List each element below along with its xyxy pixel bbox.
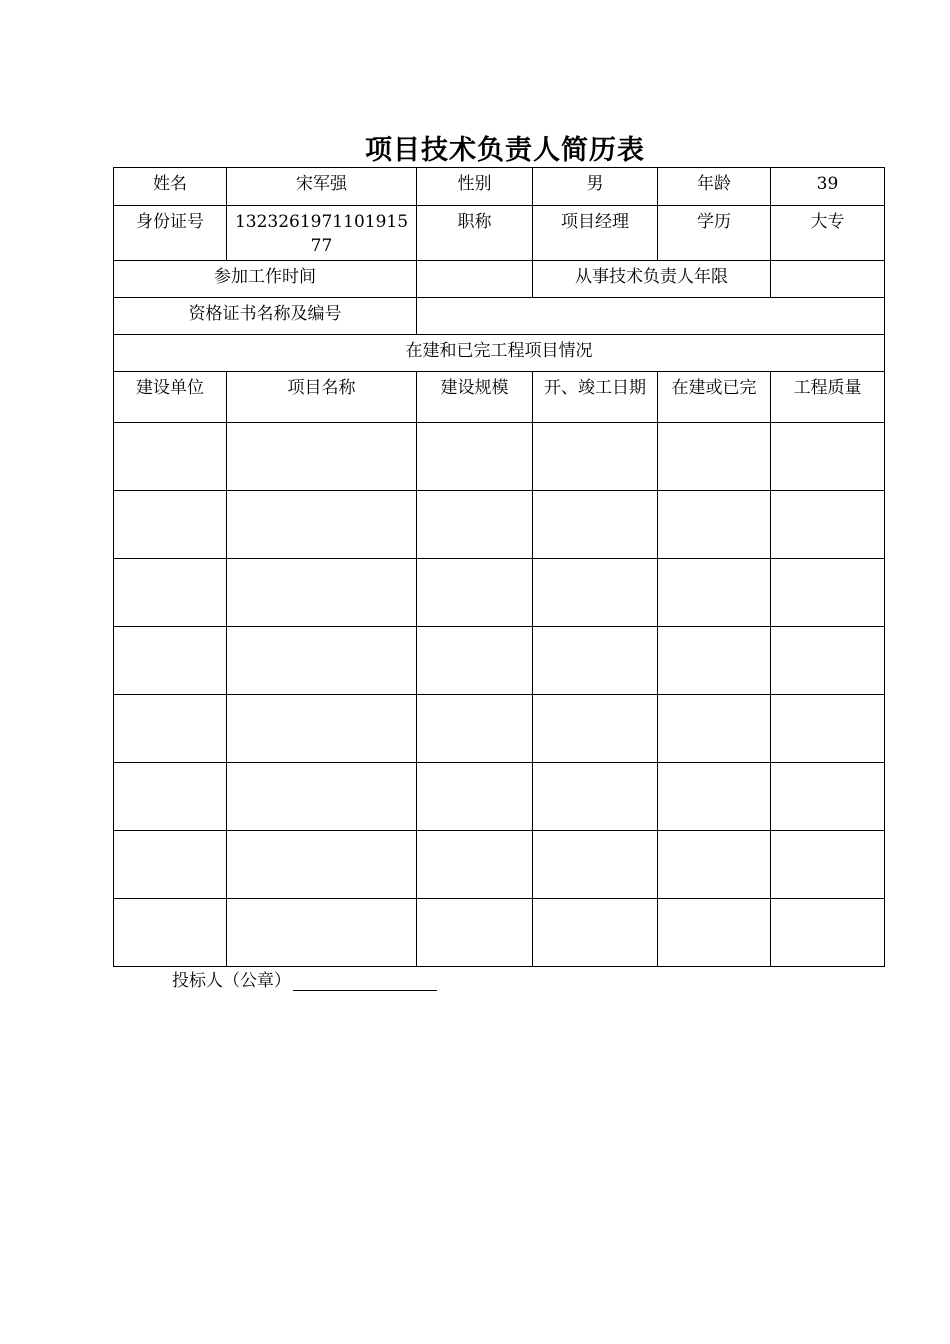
column-header-client: 建设单位 (114, 372, 227, 423)
page-title: 项目技术负责人简历表 (365, 135, 645, 166)
name-label: 姓名 (114, 168, 227, 206)
age-label: 年龄 (658, 168, 771, 206)
column-header-quality: 工程质量 (771, 372, 885, 423)
age-value[interactable]: 39 (771, 168, 885, 206)
project-cell[interactable] (227, 899, 417, 967)
project-cell[interactable] (417, 491, 533, 559)
project-row (114, 491, 885, 559)
project-cell[interactable] (227, 423, 417, 491)
project-cell[interactable] (771, 695, 885, 763)
project-cell[interactable] (114, 695, 227, 763)
project-cell[interactable] (771, 831, 885, 899)
project-cell[interactable] (114, 627, 227, 695)
project-cell[interactable] (658, 423, 771, 491)
certificate-value[interactable] (417, 298, 885, 335)
project-cell[interactable] (658, 695, 771, 763)
project-cell[interactable] (114, 559, 227, 627)
certificate-row (114, 298, 885, 335)
project-row (114, 559, 885, 627)
job-title-label: 职称 (417, 206, 533, 261)
work-info-row (114, 261, 885, 298)
project-cell[interactable] (771, 899, 885, 967)
project-cell[interactable] (227, 559, 417, 627)
project-cell[interactable] (771, 491, 885, 559)
gender-value[interactable]: 男 (533, 168, 658, 206)
project-cell[interactable] (771, 627, 885, 695)
project-cell[interactable] (114, 831, 227, 899)
bidder-stamp-field[interactable] (293, 970, 437, 991)
project-cell[interactable] (227, 763, 417, 831)
project-cell[interactable] (658, 831, 771, 899)
id-label: 身份证号 (114, 206, 227, 261)
project-row (114, 763, 885, 831)
column-header-scale: 建设规模 (417, 372, 533, 423)
project-cell[interactable] (533, 423, 658, 491)
project-cell[interactable] (417, 559, 533, 627)
project-row (114, 627, 885, 695)
education-label: 学历 (658, 206, 771, 261)
education-value[interactable]: 大专 (771, 206, 885, 261)
project-cell[interactable] (533, 831, 658, 899)
certificate-label: 资格证书名称及编号 (114, 298, 417, 335)
project-row (114, 423, 885, 491)
id-info-row (114, 206, 885, 261)
project-cell[interactable] (417, 831, 533, 899)
project-row (114, 695, 885, 763)
project-cell[interactable] (771, 423, 885, 491)
project-row (114, 831, 885, 899)
project-cell[interactable] (114, 763, 227, 831)
project-row (114, 899, 885, 967)
project-cell[interactable] (658, 899, 771, 967)
project-cell[interactable] (114, 899, 227, 967)
project-cell[interactable] (417, 695, 533, 763)
project-cell[interactable] (533, 491, 658, 559)
project-cell[interactable] (771, 763, 885, 831)
column-header-dates: 开、竣工日期 (533, 372, 658, 423)
project-cell[interactable] (417, 627, 533, 695)
project-cell[interactable] (227, 491, 417, 559)
column-header-status: 在建或已完 (658, 372, 771, 423)
project-cell[interactable] (227, 627, 417, 695)
project-cell[interactable] (227, 831, 417, 899)
projects-section-header: 在建和已完工程项目情况 (114, 335, 885, 372)
basic-info-row (114, 168, 885, 206)
project-cell[interactable] (658, 559, 771, 627)
project-cell[interactable] (533, 763, 658, 831)
project-cell[interactable] (533, 559, 658, 627)
project-cell[interactable] (533, 627, 658, 695)
project-cell[interactable] (417, 899, 533, 967)
project-cell[interactable] (114, 423, 227, 491)
project-cell[interactable] (417, 763, 533, 831)
projects-column-header-row (114, 372, 885, 423)
job-title-value[interactable]: 项目经理 (533, 206, 658, 261)
tech-lead-years-value[interactable] (771, 261, 885, 298)
id-value[interactable]: 132326197110191577 (227, 206, 417, 261)
gender-label: 性别 (417, 168, 533, 206)
projects-section-header-row (114, 335, 885, 372)
project-cell[interactable] (227, 695, 417, 763)
resume-table (113, 167, 885, 967)
work-start-label: 参加工作时间 (114, 261, 417, 298)
bidder-stamp-label: 投标人（公章） (172, 971, 291, 991)
tech-lead-years-label: 从事技术负责人年限 (533, 261, 771, 298)
name-value[interactable]: 宋军强 (227, 168, 417, 206)
work-start-value[interactable] (417, 261, 533, 298)
project-cell[interactable] (533, 899, 658, 967)
bidder-stamp-line (172, 966, 437, 991)
project-cell[interactable] (658, 763, 771, 831)
project-cell[interactable] (658, 627, 771, 695)
column-header-project-name: 项目名称 (227, 372, 417, 423)
project-cell[interactable] (533, 695, 658, 763)
project-cell[interactable] (114, 491, 227, 559)
project-cell[interactable] (771, 559, 885, 627)
project-cell[interactable] (658, 491, 771, 559)
project-cell[interactable] (417, 423, 533, 491)
